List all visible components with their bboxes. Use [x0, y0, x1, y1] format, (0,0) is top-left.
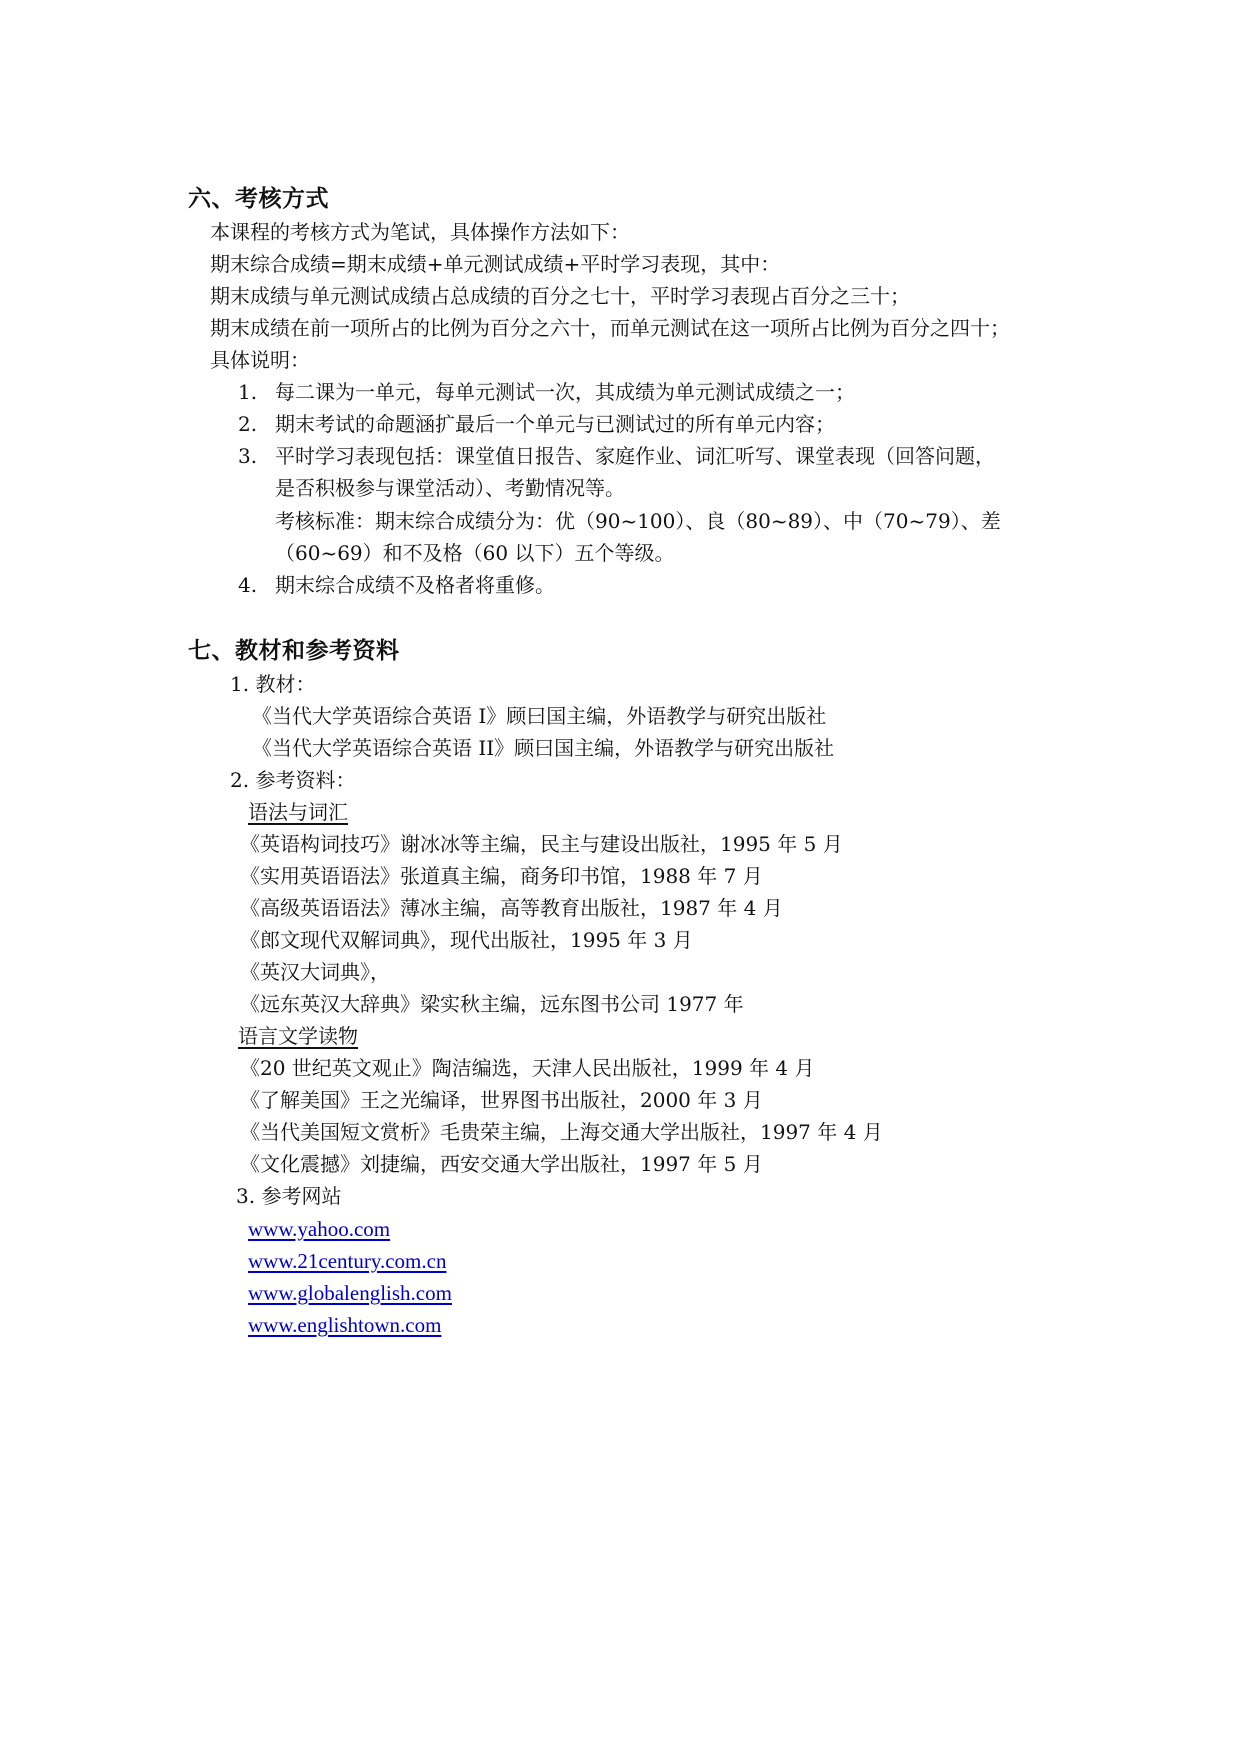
assessment-formula: 期末综合成绩=期末成绩+单元测试成绩+平时学习表现，其中： — [210, 252, 781, 276]
textbook-entry: 《当代大学英语综合英语 I》顾曰国主编，外语教学与研究出版社 — [252, 704, 827, 728]
website-link-yahoo[interactable]: www.yahoo.com — [248, 1217, 391, 1241]
textbook-label: 1. 教材： — [230, 672, 316, 696]
literature-subheading: 语言文学读物 — [238, 1024, 358, 1048]
reference-entry: 《文化震撼》刘捷编，西安交通大学出版社，1997 年 5 月 — [240, 1152, 763, 1176]
assessment-ratio-2: 期末成绩在前一项所占的比例为百分之六十，而单元测试在这一项所占比例为百分之四十； — [210, 316, 1010, 340]
website-link-englishtown[interactable]: www.englishtown.com — [248, 1313, 442, 1337]
list-item-continuation: 是否积极参与课堂活动）、考勤情况等。 — [275, 476, 625, 500]
websites-label: 3. 参考网站 — [236, 1184, 342, 1208]
reference-entry: 《英语构词技巧》谢冰冰等主编，民主与建设出版社，1995 年 5 月 — [240, 832, 843, 856]
reference-label: 2. 参考资料： — [230, 768, 356, 792]
reference-entry: 《实用英语语法》张道真主编，商务印书馆，1988 年 7 月 — [240, 864, 763, 888]
list-item: 期末考试的命题涵扩最后一个单元与已测试过的所有单元内容； — [275, 412, 835, 436]
list-item: 期末综合成绩不及格者将重修。 — [275, 573, 555, 597]
reference-entry: 《当代美国短文赏析》毛贵荣主编，上海交通大学出版社，1997 年 4 月 — [240, 1120, 883, 1144]
website-link-globalenglish[interactable]: www.globalenglish.com — [248, 1281, 452, 1305]
reference-entry: 《远东英汉大辞典》梁实秋主编，远东图书公司 1977 年 — [240, 992, 744, 1016]
list-item-number: 1. — [238, 380, 258, 404]
assessment-ratio-1: 期末成绩与单元测试成绩占总成绩的百分之七十，平时学习表现占百分之三十； — [210, 284, 910, 308]
list-item-number: 3. — [238, 444, 258, 468]
reference-entry: 《英汉大词典》， — [240, 960, 390, 984]
grammar-subheading: 语法与词汇 — [248, 800, 348, 824]
grading-standard-continuation: （60~69）和不及格（60 以下）五个等级。 — [275, 541, 675, 565]
list-item: 平时学习表现包括：课堂值日报告、家庭作业、词汇听写、课堂表现（回答问题， — [275, 444, 995, 468]
reference-entry: 《了解美国》王之光编译，世界图书出版社，2000 年 3 月 — [240, 1088, 763, 1112]
list-item-number: 2. — [238, 412, 258, 436]
assessment-detail-label: 具体说明： — [210, 348, 310, 372]
list-item-number: 4. — [238, 573, 258, 597]
section-heading-materials: 七、教材和参考资料 — [188, 638, 400, 664]
grading-standard: 考核标准：期末综合成绩分为：优（90~100）、良（80~89）、中（70~79）、差 — [275, 509, 1001, 533]
textbook-entry: 《当代大学英语综合英语 II》顾曰国主编，外语教学与研究出版社 — [252, 736, 835, 760]
list-item: 每二课为一单元，每单元测试一次，其成绩为单元测试成绩之一； — [275, 380, 855, 404]
website-link-21century[interactable]: www.21century.com.cn — [248, 1249, 447, 1273]
section-heading-assessment: 六、考核方式 — [188, 186, 329, 212]
reference-entry: 《郎文现代双解词典》，现代出版社，1995 年 3 月 — [240, 928, 693, 952]
reference-entry: 《高级英语语法》薄冰主编，高等教育出版社，1987 年 4 月 — [240, 896, 783, 920]
reference-entry: 《20 世纪英文观止》陶洁编选，天津人民出版社，1999 年 4 月 — [240, 1056, 815, 1080]
assessment-intro: 本课程的考核方式为笔试，具体操作方法如下： — [210, 220, 630, 244]
